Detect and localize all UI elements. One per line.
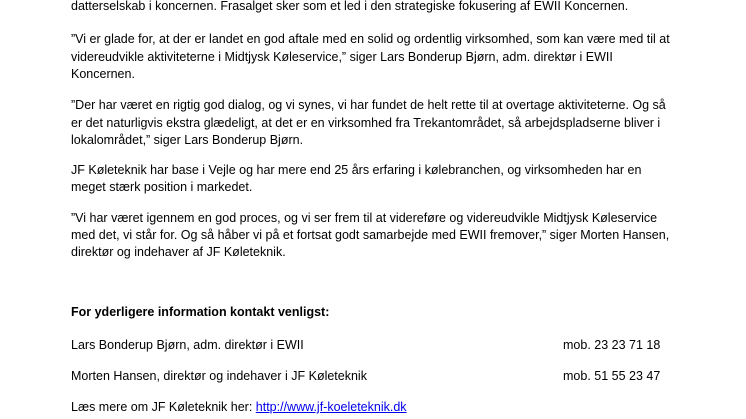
- company-website-link[interactable]: http://www.jf-koeleteknik.dk: [255, 400, 407, 414]
- paragraph-2-line-1: ”Vi er glade for, at der er landet en god aftale med en solid og ordentlig virksomhed, som kan være med til at: [71, 32, 670, 46]
- read-more-label: Læs mere om JF Køleteknik her:: [71, 400, 256, 414]
- paragraph-1-line-1: datterselskab i koncernen. Frasalget sker som et led i den strategiske fokusering af EWII Koncernen.: [71, 0, 629, 13]
- paragraph-4-line-1: JF Køleteknik har base i Vejle og har mere end 25 års erfaring i kølebranchen, og virksomheden har en: [71, 163, 642, 177]
- read-more-line: [71, 398, 407, 417]
- paragraph-4-line-2: meget stærk position i markedet.: [71, 180, 253, 194]
- paragraph-3-line-3: lokalområdet,” siger Lars Bonderup Bjørn.: [71, 133, 304, 147]
- paragraph-5-line-1: ”Vi har været igennem en god proces, og vi ser frem til at videreføre og videreudvikle Midtjysk Køleservice: [71, 211, 658, 225]
- contact-phone-morten: mob. 51 55 23 47: [563, 369, 661, 383]
- paragraph-2-line-2: videreudvikle aktiviteterne i Midtjysk Køleservice,” siger Lars Bonderup Bjørn, adm. direktør i EWII: [71, 50, 613, 64]
- contact-name-lars: Lars Bonderup Bjørn, adm. direktør i EWII: [71, 338, 304, 352]
- paragraph-3-line-1: ”Der har været en rigtig god dialog, og vi synes, vi har fundet de helt rette til at overtage aktiviteterne. Og så: [71, 98, 666, 112]
- paragraph-3-line-2: er det naturligvis ekstra glædeligt, at det er en virksomhed fra Trekantområdet, så arbejdspladserne bliver i: [71, 116, 661, 130]
- contact-name-morten: Morten Hansen, direktør og indehaver i JF Køleteknik: [71, 369, 367, 383]
- paragraph-5-line-3: direktør og indehaver af JF Køleteknik.: [71, 245, 286, 259]
- contact-heading: For yderligere information kontakt venligst:: [71, 305, 330, 319]
- contact-phone-lars: mob. 23 23 71 18: [563, 338, 661, 352]
- paragraph-2-line-3: Koncernen.: [71, 67, 135, 81]
- paragraph-5-line-2: med det, vi står for. Og så håber vi på et fortsat godt samarbejde med EWII fremover,” siger Morten Hansen,: [71, 228, 670, 242]
